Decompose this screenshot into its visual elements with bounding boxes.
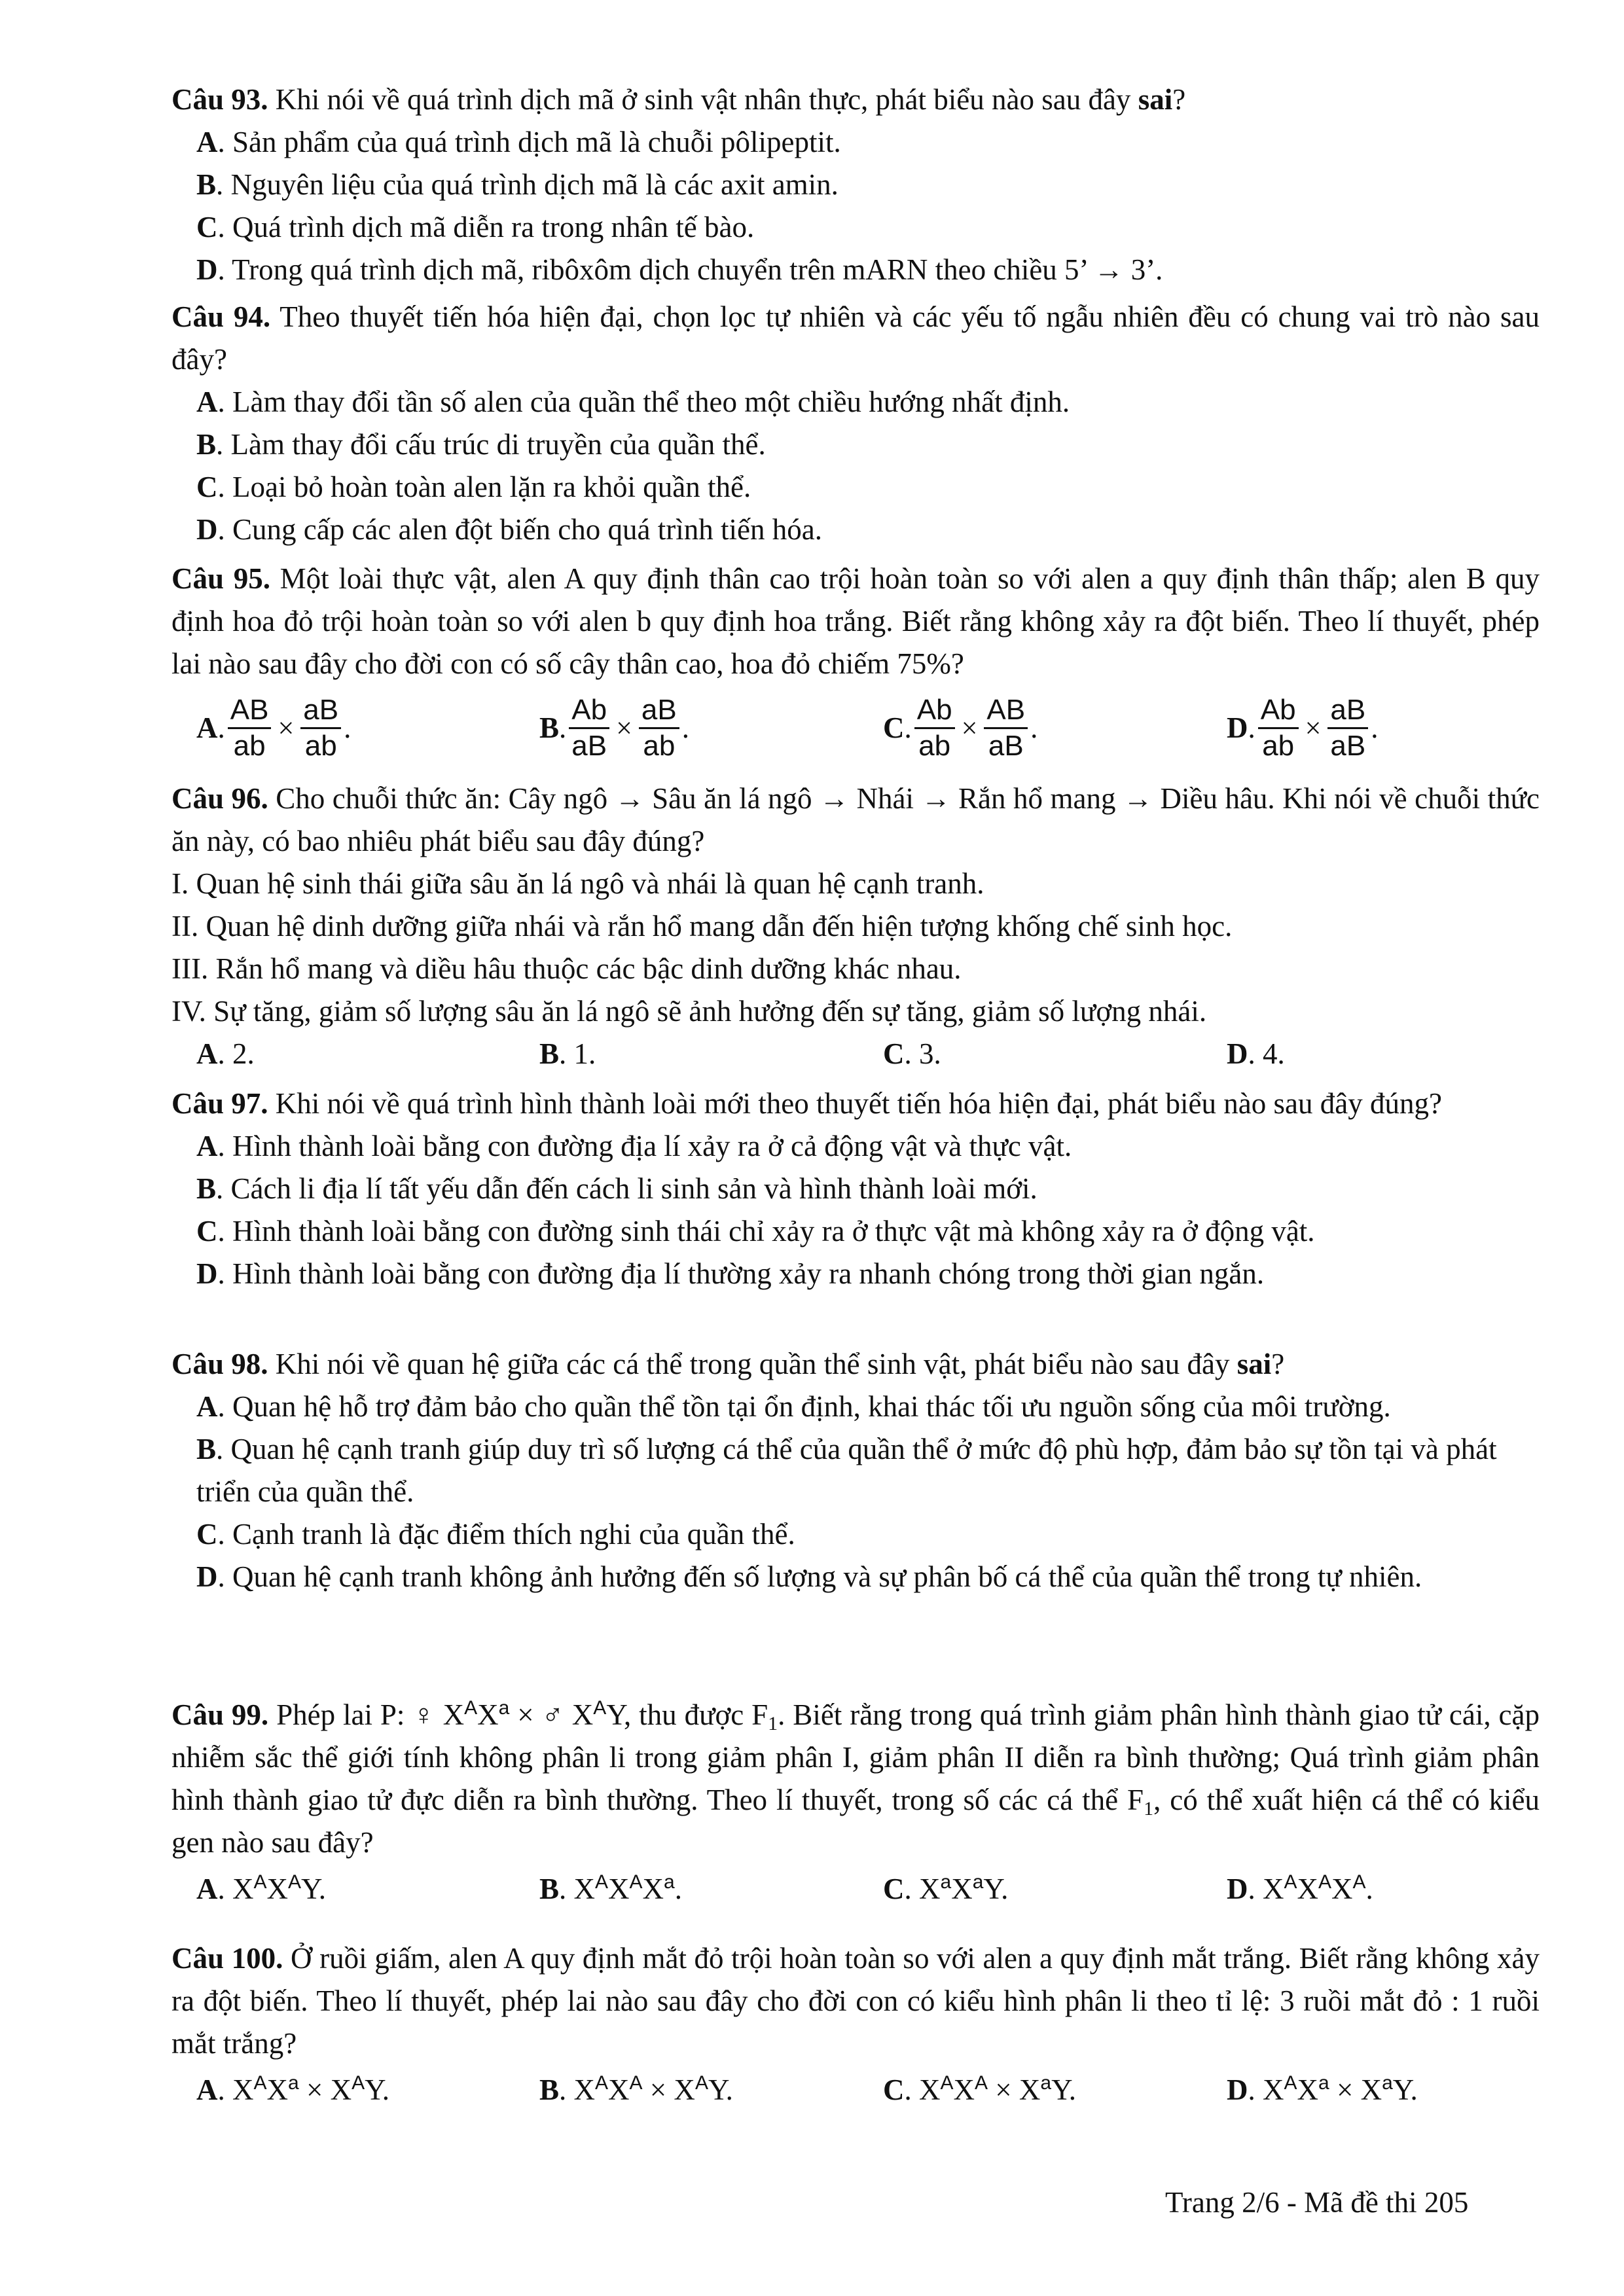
option-b: B. Quan hệ cạnh tranh giúp duy trì số lượng cá thể của quần thể ở mức độ phù hợp, đảm bảo sự tồn tại và phát triển của quần thể. [196, 1433, 1497, 1508]
option-c: C. Hình thành loài bằng con đường sinh thái chỉ xảy ra ở thực vật mà không xảy ra ở động vật. [196, 1215, 1315, 1247]
option-c: C . $\frac{Ab}{ab}$ × $\frac{AB}{aB}$ . [883, 693, 1038, 762]
option-a: A. $X^AX^a \times X^AY$. [196, 2072, 390, 2106]
option-a: A. 2. [196, 1037, 255, 1070]
option-d: D. $X^AX^a \times X^aY$. [1227, 2072, 1418, 2106]
question-label: Câu 98. [171, 1348, 268, 1380]
question-99: Câu 99. Phép lai P: ♀ $X^AX^a$ × ♂ $X^AY$, thu được $F_1$. Biết rằng trong quá trình giảm phân hình thành giao tử cái, cặp nhiễm sắc thể giới tính không phân li trong giảm phân I, giảm phân II diễn ra bình thường; Quá trình giảm phân hình thành giao tử đực diễn ra bình thường. Theo lí thuyết, trong số các cá thể $F_1$, có thể xuất hiện cá thể có kiểu gen nào sau đây? A. $X^AX^AY$. B. $X^AX^AX^a$. C. $X^aX^aY$. D. $X^AX^AX^A$. [171, 1694, 1540, 1910]
options-row [171, 1868, 1540, 1910]
question-93: Câu 93. Khi nói về quá trình dịch mã ở sinh vật nhân thực, phát biểu nào sau đây sai? A. Sản phẩm của quá trình dịch mã là chuỗi pôlipeptit. B. Nguyên liệu của quá trình dịch mã là các axit amin. C. Quá trình dịch mã diễn ra trong nhân tế bào. D. Trong quá trình dịch mã, ribôxôm dịch chuyển trên mARN theo chiều 5’ → 3’. [171, 79, 1540, 291]
question-label: Câu 95. [171, 562, 270, 595]
question-text: Cho chuỗi thức ăn: Cây ngô → Sâu ăn lá ngô → Nhái → Rắn hổ mang → Diều hâu. Khi nói về chuỗi thức ăn này, có bao nhiêu phát biểu sau đây đúng? [171, 782, 1540, 857]
page-footer: Trang 2/6 - Mã đề thi 205 [1165, 2186, 1469, 2219]
option-a: A. Quan hệ hỗ trợ đảm bảo cho quần thể tồn tại ổn định, khai thác tối ưu nguồn sống của môi trường. [196, 1390, 1391, 1423]
statement-3: III. Rắn hổ mang và diều hâu thuộc các bậc dinh dưỡng khác nhau. [171, 952, 962, 985]
question-100 [171, 1937, 1540, 2111]
option-a: A. Làm thay đổi tần số alen của quần thể theo một chiều hướng nhất định. [196, 386, 1070, 418]
option-a: A . $\frac{AB}{ab}$ × $\frac{aB}{ab}$ . [196, 693, 352, 762]
option-d: D. Cung cấp các alen đột biến cho quá trình tiến hóa. [196, 513, 822, 546]
options-row [171, 685, 1540, 770]
option-c: C. Loại bỏ hoàn toàn alen lặn ra khỏi quần thể. [196, 471, 751, 503]
question-94 [171, 296, 1540, 551]
question-label: Câu 93. [171, 83, 268, 116]
question-text: Khi nói về quá trình dịch mã ở sinh vật nhân thực, phát biểu nào sau đây [268, 83, 1138, 116]
option-a: A. Hình thành loài bằng con đường địa lí xảy ra ở cả động vật và thực vật. [196, 1130, 1072, 1162]
question-text: Một loài thực vật, alen A quy định thân cao trội hoàn toàn so với alen a quy định thân thấp; alen B quy định hoa đỏ trội hoàn toàn so với alen b quy định hoa trắng. Biết rằng không xảy ra đột biến. Theo lí thuyết, phép lai nào sau đây cho đời con có số cây thân cao, hoa đỏ chiếm 75%? [171, 562, 1540, 680]
option-d: D. 4. [1227, 1037, 1285, 1070]
question-95 [171, 558, 1540, 770]
option-d: D. $X^AX^AX^A$. [1227, 1871, 1373, 1905]
option-d: D. Hình thành loài bằng con đường địa lí thường xảy ra nhanh chóng trong thời gian ngắn. [196, 1257, 1265, 1290]
question-emphasis: sai [1236, 1348, 1272, 1380]
statement-1: I. Quan hệ sinh thái giữa sâu ăn lá ngô và nhái là quan hệ cạnh tranh. [171, 867, 984, 900]
option-b: B. 1. [539, 1037, 596, 1070]
option-b: B. Cách li địa lí tất yếu dẫn đến cách li sinh sản và hình thành loài mới. [196, 1172, 1038, 1205]
question-label: Câu 97. [171, 1087, 268, 1120]
option-d: D . $\frac{Ab}{ab}$ × $\frac{aB}{aB}$ . [1227, 693, 1379, 762]
option-c: C. $X^aX^aY$. [883, 1871, 1009, 1905]
option-b: B . $\frac{Ab}{aB}$ × $\frac{aB}{ab}$ . [539, 693, 689, 762]
question-text: Khi nói về quá trình hình thành loài mới theo thuyết tiến hóa hiện đại, phát biểu nào sau đây đúng? [268, 1087, 1442, 1120]
option-a: A. Sản phẩm của quá trình dịch mã là chuỗi pôlipeptit. [196, 126, 841, 158]
question-97 [171, 1083, 1540, 1295]
option-a: A. $X^AX^AY$. [196, 1871, 326, 1905]
options-row [171, 2069, 1540, 2111]
question-96 [171, 778, 1540, 1075]
question-label: Câu 100. [171, 1942, 283, 1975]
question-label: Câu 96. [171, 782, 268, 815]
option-b: B. $X^AX^AX^a$. [539, 1871, 682, 1905]
option-d: D. Trong quá trình dịch mã, ribôxôm dịch chuyển trên mARN theo chiều 5’ → 3’. [196, 253, 1163, 286]
question-text: Ở ruồi giấm, alen A quy định mắt đỏ trội hoàn toàn so với alen a quy định mắt trắng. Biết rằng không xảy ra đột biến. Theo lí thuyết, phép lai nào sau đây cho đời con có kiểu hình phân li theo tỉ lệ: 3 ruồi mắt đỏ : 1 ruồi mắt trắng? [171, 1942, 1540, 2060]
option-b: B. Làm thay đổi cấu trúc di truyền của quần thể. [196, 428, 766, 461]
option-b: B. $X^AX^A \times X^AY$. [539, 2072, 733, 2106]
statement-2: II. Quan hệ dinh dưỡng giữa nhái và rắn hổ mang dẫn đến hiện tượng khống chế sinh học. [171, 910, 1233, 942]
options-row [171, 1033, 1540, 1075]
question-98: Câu 98. Khi nói về quan hệ giữa các cá thể trong quần thể sinh vật, phát biểu nào sau đây sai? A. Quan hệ hỗ trợ đảm bảo cho quần thể tồn tại ổn định, khai thác tối ưu nguồn sống của môi trường. B. Quan hệ cạnh tranh giúp duy trì số lượng cá thể của quần thể ở mức độ phù hợp, đảm bảo sự tồn tại và phát triển của quần thể. C. Cạnh tranh là đặc điểm thích nghi của quần thể. D. Quan hệ cạnh tranh không ảnh hưởng đến số lượng và sự phân bố cá thể của quần thể trong tự nhiên. [171, 1343, 1540, 1598]
statement-4: IV. Sự tăng, giảm số lượng sâu ăn lá ngô sẽ ảnh hưởng đến sự tăng, giảm số lượng nhái. [171, 995, 1207, 1028]
option-c: C. Quá trình dịch mã diễn ra trong nhân tế bào. [196, 211, 755, 243]
question-text: Theo thuyết tiến hóa hiện đại, chọn lọc tự nhiên và các yếu tố ngẫu nhiên đều có chung vai trò nào sau đây? [171, 300, 1540, 376]
option-c: C. $X^AX^A \times X^aY$. [883, 2072, 1077, 2106]
question-label: Câu 99. [171, 1698, 269, 1731]
option-c: C. Cạnh tranh là đặc điểm thích nghi của quần thể. [196, 1518, 795, 1551]
question-label: Câu 94. [171, 300, 271, 333]
question-text: Khi nói về quan hệ giữa các cá thể trong quần thể sinh vật, phát biểu nào sau đây [268, 1348, 1237, 1380]
question-emphasis: sai [1138, 83, 1173, 116]
option-c: C. 3. [883, 1037, 941, 1070]
option-d: D. Quan hệ cạnh tranh không ảnh hưởng đến số lượng và sự phân bố cá thể của quần thể trong tự nhiên. [196, 1560, 1422, 1593]
option-b: B. Nguyên liệu của quá trình dịch mã là các axit amin. [196, 168, 839, 201]
